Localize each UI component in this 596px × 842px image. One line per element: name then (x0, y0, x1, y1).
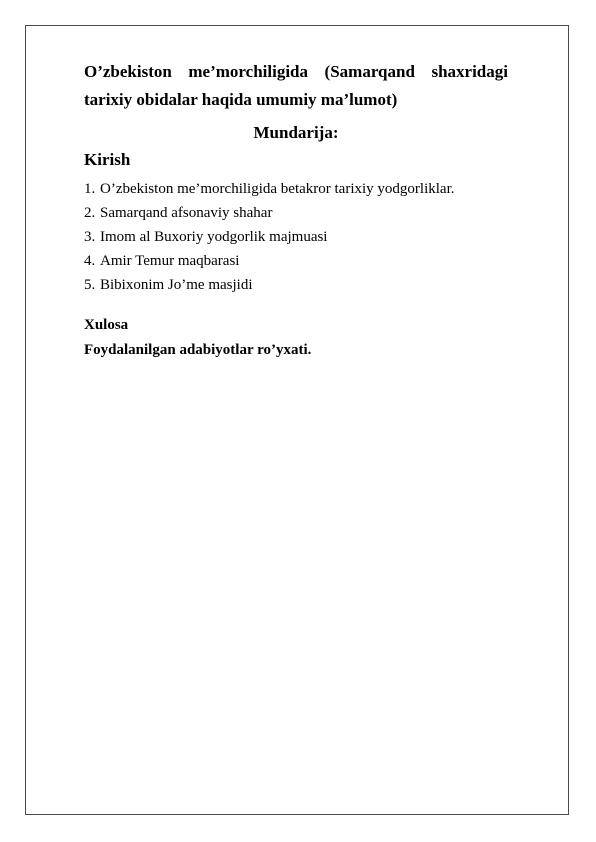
toc-references: Foydalanilgan adabiyotlar ro’yxati. (84, 342, 312, 358)
toc-item (84, 177, 455, 201)
toc-conclusion: Xulosa (84, 317, 129, 333)
toc-item-number: 3. (84, 229, 96, 245)
toc-item (84, 225, 455, 249)
toc-introduction: Kirish (84, 150, 131, 169)
toc-item (84, 249, 455, 273)
toc-item-text: Bibixonim Jo’me masjidi (100, 277, 253, 293)
toc-item-number: 1. (84, 181, 96, 197)
toc-item-number: 2. (84, 205, 96, 221)
toc-item (84, 201, 455, 225)
toc-list (84, 177, 455, 297)
toc-heading: Mundarija: (253, 123, 339, 142)
toc-item-text: Imom al Buxoriy yodgorlik majmuasi (100, 229, 328, 245)
toc-item-text: Samarqand afsonaviy shahar (100, 205, 273, 221)
toc-item-text: Amir Temur maqbarasi (100, 253, 240, 269)
toc-item (84, 273, 455, 297)
toc-item-number: 4. (84, 253, 96, 269)
document-title: O’zbekiston me’morchiligida (Samarqand shaxridagi tarixiy obidalar haqida umumiy ma’lumot) (84, 62, 508, 109)
toc-item-text: O’zbekiston me’morchiligida betakror tarixiy yodgorliklar. (100, 181, 455, 197)
toc-item-number: 5. (84, 277, 96, 293)
